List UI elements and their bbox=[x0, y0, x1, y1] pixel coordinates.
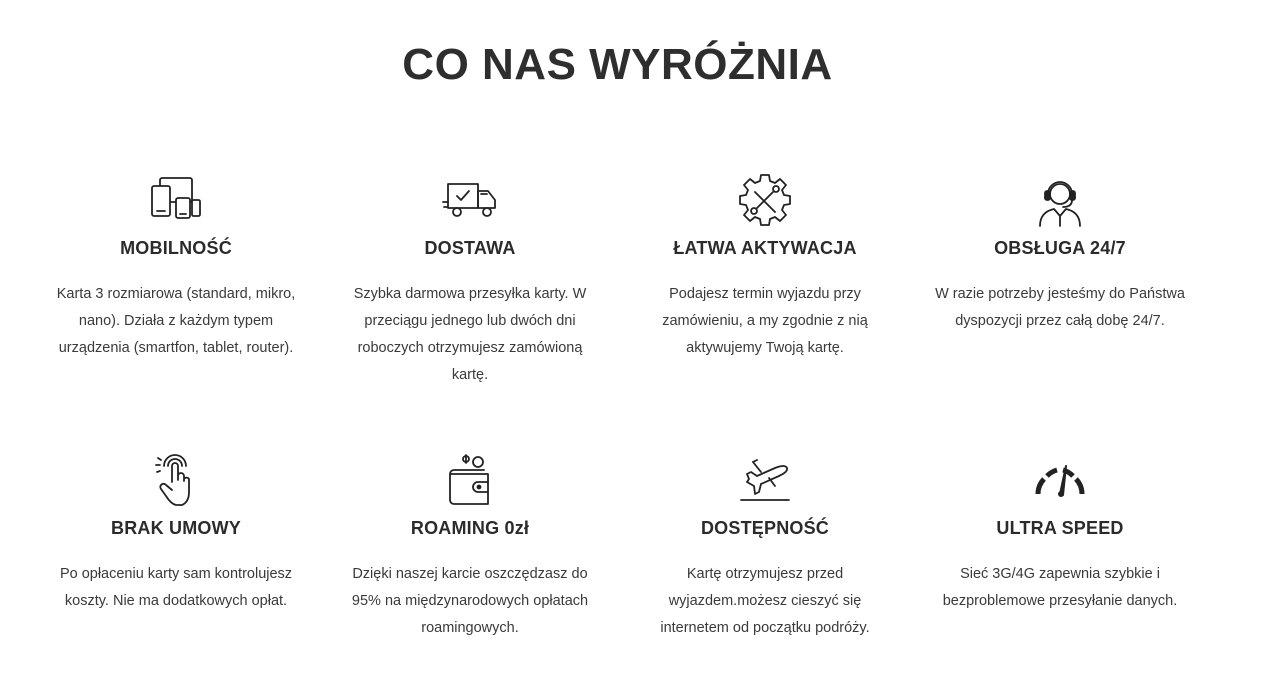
feature-easy-activation bbox=[620, 172, 910, 362]
feature-ultra-speed bbox=[915, 452, 1205, 615]
feature-title: ULTRA SPEED bbox=[996, 518, 1124, 538]
feature-title: ŁATWA AKTYWACJA bbox=[673, 238, 857, 258]
feature-title: DOSTĘPNOŚĆ bbox=[700, 518, 830, 538]
delivery-truck-icon bbox=[440, 172, 500, 228]
feature-title: OBSŁUGA 24/7 bbox=[994, 238, 1126, 258]
feature-mobility bbox=[31, 172, 321, 362]
feature-support-24-7 bbox=[915, 172, 1205, 335]
feature-description: Kartę otrzymujesz przed wyjazdem.możesz cieszyć się internetem od początku podróży. bbox=[660, 566, 870, 636]
touch-hand-icon bbox=[146, 452, 206, 508]
airplane-icon bbox=[735, 452, 795, 508]
feature-no-contract bbox=[31, 452, 321, 615]
feature-availability bbox=[620, 452, 910, 642]
feature-description: Podajesz termin wyjazdu przy zamówieniu, a my zgodnie z nią aktywujemy Twoją kartę. bbox=[662, 286, 868, 356]
section-title: CO NAS WYRÓŻNIA bbox=[402, 40, 833, 89]
feature-description: Sieć 3G/4G zapewnia szybkie i bezproblemowe przesyłanie danych. bbox=[942, 566, 1178, 609]
feature-description: Dzięki naszej karcie oszczędzasz do 95% na międzynarodowych opłatach roamingowych. bbox=[351, 566, 589, 636]
support-agent-icon bbox=[1030, 172, 1090, 228]
feature-description: Karta 3 rozmiarowa (standard, mikro, nano). Działa z każdym typem urządzenia (smartfon, tablet, router). bbox=[56, 286, 296, 356]
feature-description: Po opłaceniu karty sam kontrolujesz koszty. Nie ma dodatkowych opłat. bbox=[59, 566, 293, 609]
feature-description: W razie potrzeby jesteśmy do Państwa dyspozycji przez całą dobę 24/7. bbox=[935, 286, 1185, 329]
wallet-coins-icon bbox=[440, 452, 500, 508]
devices-icon bbox=[146, 172, 206, 228]
feature-delivery bbox=[325, 172, 615, 389]
feature-roaming bbox=[325, 452, 615, 642]
feature-description: Szybka darmowa przesyłka karty. W przeciągu jednego lub dwóch dni roboczych otrzymujesz zamówioną kartę. bbox=[353, 286, 587, 383]
feature-title: BRAK UMOWY bbox=[111, 518, 241, 538]
feature-title: DOSTAWA bbox=[424, 238, 516, 258]
feature-title: MOBILNOŚĆ bbox=[120, 238, 232, 258]
speedometer-icon bbox=[1030, 452, 1090, 508]
settings-tools-icon bbox=[735, 172, 795, 228]
feature-title: ROAMING 0zł bbox=[410, 518, 530, 538]
